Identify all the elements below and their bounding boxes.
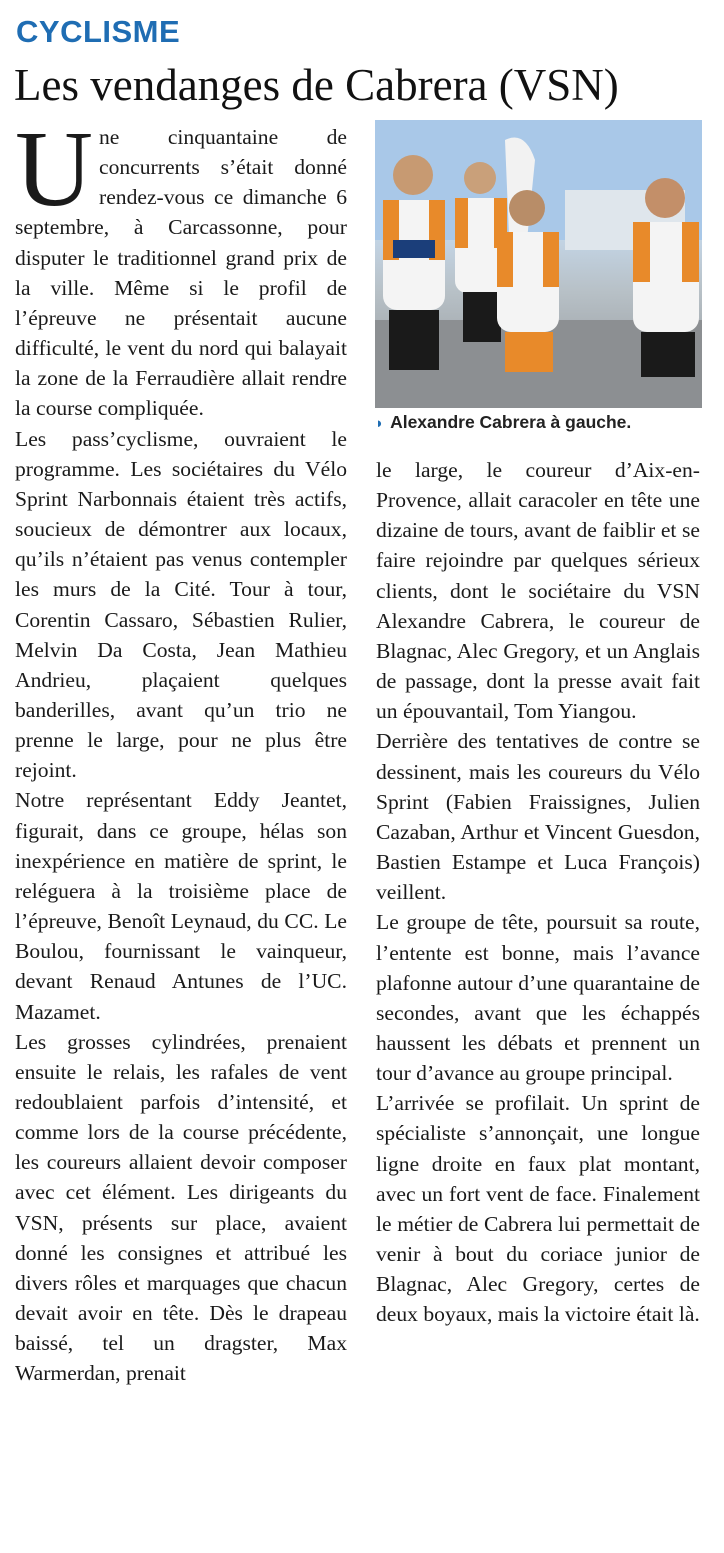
article-paragraph: L’arrivée se profilait. Un sprint de spécialiste s’annonçait, une longue ligne droite en faux plat montant, avec un fort vent de face. Finalement le métier de Cabrera lui permettait de venir à bout du coriace junior de Blagnac, Alec Gregory, certes de deux boyaux, mais la victoire était là. xyxy=(376,1091,700,1327)
photo-caption xyxy=(375,412,705,433)
article-paragraph: le large, le coureur d’Aix-en-Provence, allait caracoler en tête une dizaine de tours, avant de faiblir et se faire rejoindre par quelques sérieux clients, dont le sociétaire du VSN Alexandre Cabrera, le coureur de Blagnac, Alec Gregory, et un Anglais de passage, dont la presse avait fait un épouvantail, Tom Yiangou. xyxy=(376,458,700,724)
article-paragraph: Les pass’cyclisme, ouvraient le programme. Les sociétaires du Vélo Sprint Narbonnais étaient très actifs, soucieux de démontrer aux locaux, qu’ils n’étaient pas venus contempler les murs de la Cité. Tour à tour, Corentin Cassaro, Sébastien Rulier, Melvin Da Costa, Jean Mathieu Andrieu, plaçaient quelques banderilles, avant qu’un trio ne prenne le large, pour ne plus être rejoint. xyxy=(15,426,347,783)
article-column-left xyxy=(15,110,347,1389)
article-paragraph: Le groupe de tête, poursuit sa route, l’entente est bonne, mais l’avance plafonne autour d’une quarantaine de secondes, avant que les échappés haussent les débats et prennent un tour d’avance au groupe principal. xyxy=(376,910,700,1086)
drop-cap: U xyxy=(15,110,93,229)
paragraph-text: ne cinquantaine de concurrents s’était donné rendez-vous ce dimanche 6 septembre, à Carcassonne, pour disputer le traditionnel grand prix de la ville. Même si le profil de l’épreuve ne présentait aucune difficulté, le vent du nord qui balayait la zone de la Ferraudière allait rendre la course compliquée. xyxy=(15,125,347,421)
article-paragraph xyxy=(15,110,347,424)
article-headline: Les vendanges de Cabrera (VSN) xyxy=(14,60,619,110)
cyclists-photo xyxy=(375,120,702,408)
cyclists-illustration xyxy=(375,120,702,408)
caption-marker-icon: ◗ xyxy=(375,415,385,432)
article-paragraph: Notre représentant Eddy Jeantet, figurait, dans ce groupe, hélas son inexpérience en matière de sprint, le reléguera à la troisième place de l’épreuve, Benoît Leynaud, du CC. Le Boulou, fournissant le vainqueur, devant Renaud Antunes de l’UC. Mazamet. xyxy=(15,788,347,1024)
article-paragraph: Derrière des tentatives de contre se dessinent, mais les coureurs du Vélo Sprint (Fabien Fraissignes, Julien Cazaban, Arthur et Vincent Guesdon, Bastien Estampe et Luca François) veillent. xyxy=(376,729,700,905)
section-label: CYCLISME xyxy=(16,14,181,49)
caption-text: Alexandre Cabrera à gauche. xyxy=(390,412,632,432)
article-paragraph: Les grosses cylindrées, prenaient ensuite le relais, les rafales de vent redoublaient parfois d’intensité, et comme lors de la course précédente, les coureurs allaient devoir composer avec cet élément. Les dirigeants du VSN, présents sur place, avaient donné les consignes et attribué les divers rôles et marquages que chacun devait avoir en tête. Dès le drapeau baissé, tel un dragster, Max Warmerdan, prenait xyxy=(15,1029,347,1386)
article-column-right xyxy=(376,455,700,1330)
